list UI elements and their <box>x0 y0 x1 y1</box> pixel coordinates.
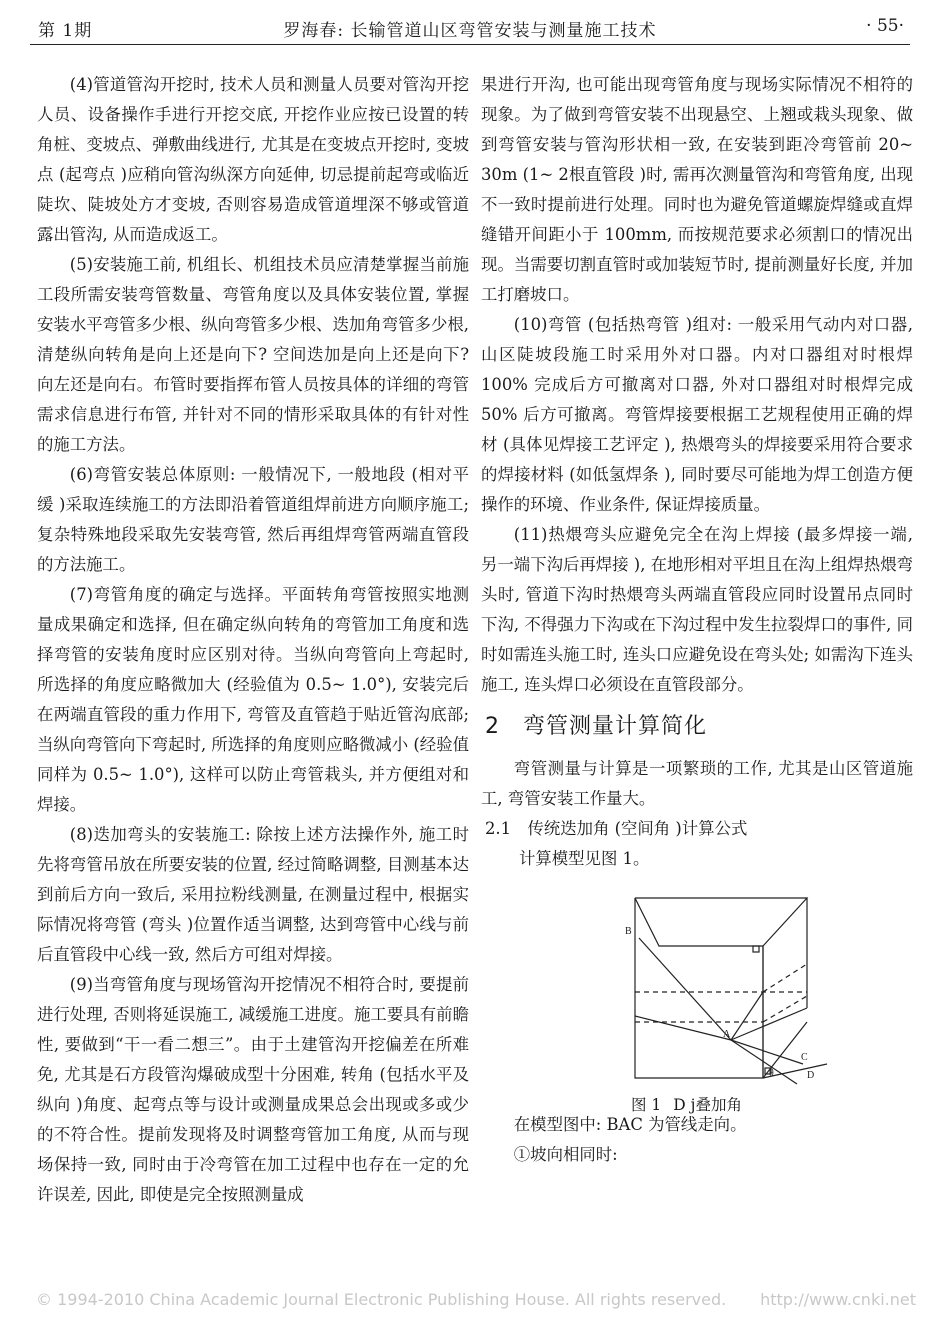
issue-number: 第 1期 <box>38 21 93 41</box>
right-angle-mark <box>753 946 759 952</box>
paragraph-5: (5)安装施工前, 机组长、机组技术员应清楚掌握当前施工段所需安装弯管数量、弯管角度以及具体安装位置, 掌握安装水平弯管多少根、纵向弯管多少根、迭加角弯管多少根, 清楚纵向转角是向上还是向下? 空间迭加是向上还是向下? 向左还是向右。布管时要指挥布管人员按具体的详细的弯管需求信息进行布管, 并针对不同的情形采取具体的有针对性的施工方法。 <box>37 255 469 454</box>
label-theta: θ <box>769 1068 774 1079</box>
paragraph-6: (6)弯管安装总体原则: 一般情况下, 一般地段 (相对平缓 )采取连续施工的方法即沿着管道组焊前进方向顺序施工; 复杂特殊地段采取先安装弯管, 然后再组焊弯管两端直管段的方法施工。 <box>37 465 469 574</box>
label-C: C <box>801 1052 808 1063</box>
after-figure-text: 在模型图中: BAC 为管线走向。 <box>513 1115 747 1134</box>
line-A-right <box>731 1008 807 1040</box>
paragraph-9: (9)当弯管角度与现场管沟开挖情况不相符合时, 要提前进行处理, 否则将延误施工, 减缓施工进度。施工要具有前瞻性, 要做到“干一看二想三”。由于土建管沟开挖偏差在所难免, 尤其是石方段管沟爆破成型十分困难, 转角 (包括水平及纵向 )角度、起弯点等与设计或测量成果总会出现或多或少的不符合性。提前发现将及时调整弯管加工角度, 从而与现场保持一致, 同时由于冷弯管在加工过程中也存在一定的允许误差, 因此, 即使是完全按照测量成 <box>37 975 469 1204</box>
paragraph-11: (11)热煨弯头应避免完全在沟上焊接 (最多焊接一端, 另一端下沟后再焊接 ), 在地形相对平坦且在沟上组焊热煨弯头时, 管道下沟时热煨弯头两端直管段应同时设置吊点同时下沟, 不得强力下沟或在下沟过程中发生拉裂焊口的事件, 同时如需连头施工时, 连头口应避免设在弯头处; 如需沟下连头施工, 连头焊口必须设在直管段部分。 <box>481 525 913 694</box>
header-rule <box>30 44 910 45</box>
line-A-C <box>731 1040 803 1064</box>
running-title: 罗海春: 长输管道山区弯管安装与测量施工技术 <box>283 21 657 41</box>
dashed-line-right <box>763 996 807 1022</box>
paragraph-9-continued: 果进行开沟, 也可能出现弯管角度与现场实际情况不相符的现象。为了做到弯管安装不出现悬空、上翘或栽头现象、做到弯管安装与管沟形状相一致, 在安装到距冷弯管前 20~ 30m (1~ 2根直管段 )时, 需再次测量管沟和弯管角度, 出现不一致时提前进行处理。同时也为避免管道螺旋焊缝或直焊缝错开间距小于 100mm, 而按规范要求必须割口的情况出现。当需要切割直管时或加装短节时, 提前测量好长度, 并加工打磨坡口。 <box>481 75 913 304</box>
label-A: A <box>723 1029 731 1040</box>
copyright-text: © 1994-2010 China Academic Journal Electronic Publishing House. All rights reserved. <box>36 1290 727 1309</box>
line-BA <box>639 938 731 1040</box>
subsection-title: 2.1 传统迭加角 (空间角 )计算公式 <box>485 819 748 838</box>
right-column <box>481 70 913 1170</box>
footer-url: http://www.cnki.net <box>760 1290 916 1309</box>
paragraph-7: (7)弯管角度的确定与选择。平面转角弯管按照实地测量成果确定和选择, 但在确定纵向转角的弯管加工角度和选择弯管的安装角度时应区别对待。当纵向弯管向上弯起时, 所选择的角度应略微加大 (经验值为 0.5~ 1.0°), 安装完后在两端直管段的重力作用下, 弯管及直管趋于贴近管沟底部; 当纵向弯管向下弯起时, 所选择的角度则应略微减小 (经验值同样为 0.5~ 1.0°), 这样可以防止弯管栽头, 并方便组对和焊接。 <box>37 585 469 814</box>
page-header <box>30 8 910 42</box>
paragraph-8: (8)迭加弯头的安装施工: 除按上述方法操作外, 施工时先将弯管吊放在所要安装的位置, 经过简略调整, 目测基本达到前后方向一致后, 采用拉粉线测量, 在测量过程中, 根据实际情况将弯管 (弯头 )位置作适当调整, 达到弯管中心线与前后直管段中心线一致, 然后方可组对焊接。 <box>37 825 469 964</box>
line-left-diag <box>635 1016 731 1040</box>
page-number: · 55· <box>866 16 904 36</box>
section-title: 2 弯管测量计算简化 <box>485 714 707 739</box>
subsection-text: 计算模型见图 1。 <box>519 849 650 868</box>
label-B: B <box>625 926 632 937</box>
paragraph-10: (10)弯管 (包括热弯管 )组对: 一般采用气动内对口器, 山区陡坡段施工时采用外对口器。内对口器组对时根焊 100% 完成后方可撤离对口器, 外对口器组对时根焊完成 50% 后方可撤离。弯管焊接要根据工艺规程使用正确的焊材 (具体见焊接工艺评定 ), 热煨弯头的焊接要采用符合要求的焊接材料 (如低氢焊条 ), 同时要尽可能地为焊工创造方便操作的环境、作业条件, 保证焊接质量。 <box>481 315 913 514</box>
figure-1 <box>481 880 913 1114</box>
page-footer <box>36 1290 916 1309</box>
item-1: ①坡向相同时: <box>513 1145 618 1164</box>
section-intro: 弯管测量与计算是一项繁琐的工作, 尤其是山区管道施工, 弯管安装工作量大。 <box>481 759 913 808</box>
box-top-edge <box>635 898 807 946</box>
paragraph-4: (4)管道管沟开挖时, 技术人员和测量人员要对管沟开挖人员、设备操作手进行开挖交底, 开挖作业应按已设置的转角桩、变坡点、弹敷曲线进行, 尤其是在变坡点开挖时, 变坡点 (起弯点 )应稍向管沟纵深方向延伸, 切忌提前起弯或临近陡坎、陡坡处方才变坡, 否则容易造成管道埋深不够或管道露出管沟, 从而造成返工。 <box>37 75 469 244</box>
label-D: D <box>807 1070 815 1081</box>
figure-caption <box>631 1090 754 1120</box>
bend-angle-diagram <box>625 888 831 1084</box>
dashed-line-diagonal <box>763 964 807 992</box>
left-column <box>37 70 469 1210</box>
box-front-face <box>635 898 763 1078</box>
caption-number: 图 1 <box>631 1096 662 1114</box>
caption-text: D j叠加角 <box>673 1096 742 1114</box>
